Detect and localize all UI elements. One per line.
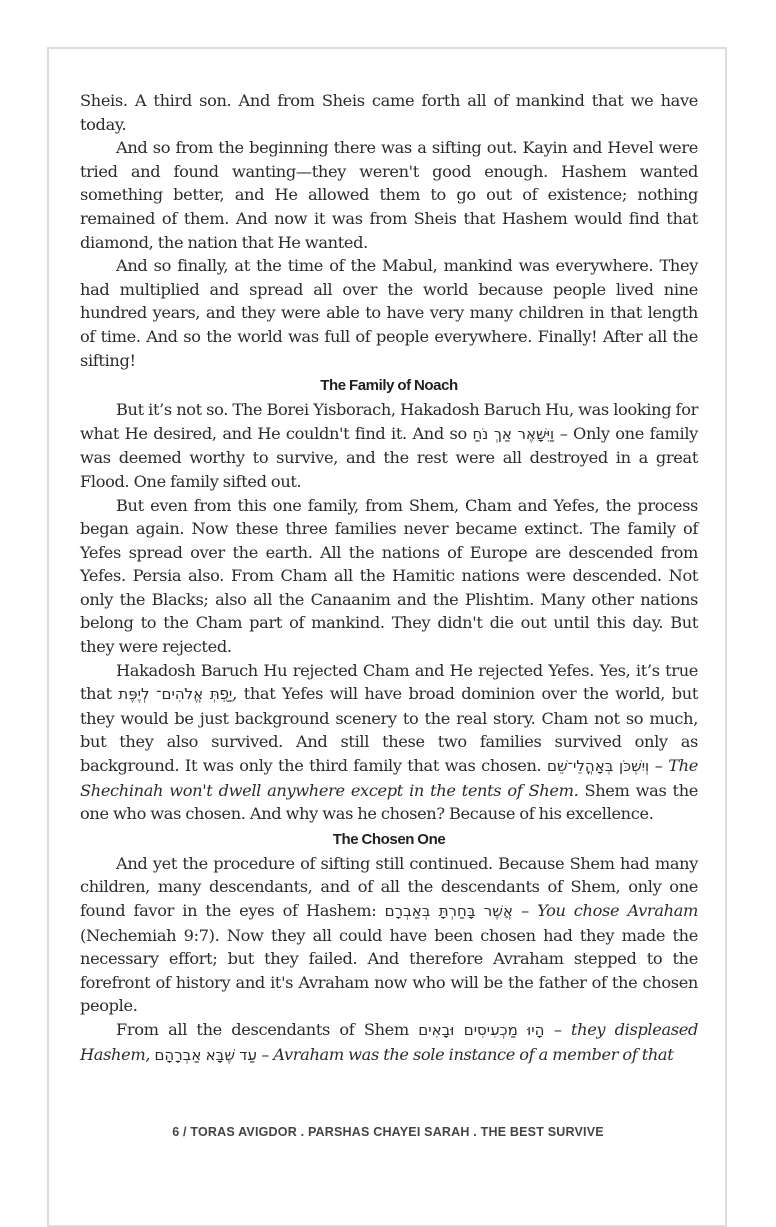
hebrew-quote: וַיִּשָּׁאֶר אַךְ נֹחַ <box>472 424 555 443</box>
hebrew-quote: אֲשֶׁר בָּחַרְתָּ בְּאַבְרָם <box>384 902 513 920</box>
text-run: , that Yefes will have broad dominion over the world, but they would be just background scenery to the real story. Cham not so much, but they also survived. And still these two families survived only as background. It was only the third family that was chosen. <box>80 684 699 776</box>
body-paragraph <box>80 1018 698 1067</box>
hebrew-quote: עַד שֶׁבָּא אַבְרָהָם <box>154 1045 257 1064</box>
text-run: And so from the beginning there was a sifting out. Kayin and Hevel were tried and found wanting—they weren't good enough. Hashem wanted something better, and He allowed them to go out of existence; nothing remained of them. And now it was from Sheis that Hashem would find that diamond, the nation that He wanted. <box>80 138 698 252</box>
section-heading: The Family of Noach <box>320 377 458 395</box>
text-run: But even from this one family, from Shem, Cham and Yefes, the process began again. Now these three families never became extinct. The family of Yefes spread over the earth. All the nations of Europe are descended from Yefes. Persia also. From Cham all the Hamitic nations were descended. Not only the Blacks; also all the Canaanim and the Plishtim. Many other nations belong to the Cham part of mankind. They didn't die out until this day. But they were rejected. <box>80 495 698 657</box>
text-run: But it’s not so. The Borei Yisborach, Hakadosh Baruch Hu, was looking for what He desired, and He couldn't find it. And so <box>80 400 698 443</box>
body-paragraph <box>80 494 698 659</box>
text-run: – Only one family was deemed worthy to survive, and the rest were all destroyed in a great Flood. One family sifted out. <box>80 423 698 491</box>
document-body <box>80 89 698 1067</box>
italic-translation: Avraham was the sole instance of a member of that <box>273 1044 674 1064</box>
page-footer: 6 / TORAS AVIGDOR . PARSHAS CHAYEI SARAH . THE BEST SURVIVE <box>172 1125 604 1139</box>
text-run: From all the descendants of Shem <box>116 1019 419 1039</box>
section-heading: The Chosen One <box>332 830 446 848</box>
text-run: Sheis. A third son. And from Sheis came forth all of mankind that we have today. <box>80 91 698 134</box>
hebrew-quote: הָיוּ מַכְעִיסִים וּבָאִים <box>418 1020 545 1039</box>
body-paragraph <box>80 89 698 136</box>
text-run: – <box>256 1044 274 1064</box>
text-run: Shem was the one who was chosen. And why was he chosen? Because of his excellence. <box>80 780 699 824</box>
hebrew-quote: יַפְ֭תְּ אֱלֹהִים־ לְיֶפֶּת <box>118 685 233 704</box>
body-paragraph <box>80 852 698 1018</box>
body-paragraph <box>80 136 698 254</box>
text-run: – <box>544 1019 571 1039</box>
italic-translation: The Shechinah won't dwell anywhere except in the tents of Shem. <box>80 756 698 800</box>
text-run: And yet the procedure of sifting still continued. Because Shem had many children, many descendants, and of all the descendants of Shem, only one found favor in the eyes of Hashem: <box>80 853 698 920</box>
text-run: – <box>512 901 538 920</box>
text-run: (Nechemiah 9:7). Now they all could have been chosen had they made the necessary effort; but they failed. And therefore Avraham stepped to the forefront of history and it's Avraham now who will be the father of the chosen people. <box>80 925 698 1016</box>
text-run: And so finally, at the time of the Mabul, mankind was everywhere. They had multiplied and spread all over the world because people lived nine hundred years, and they were able to have very many children in that length of time. And so the world was full of people everywhere. Finally! After all the sifting! <box>80 256 698 370</box>
text-run: – <box>649 756 669 776</box>
body-paragraph <box>80 398 698 493</box>
text-run: Hakadosh Baruch Hu rejected Cham and He rejected Yefes. Yes, it’s true that <box>80 660 698 704</box>
hebrew-quote: וְיִשְׁכֹּן בְּאָהֳלֵי־שֵׁם <box>547 757 650 776</box>
body-paragraph <box>80 254 698 372</box>
italic-translation: they displeased Hashem, <box>80 1019 698 1064</box>
body-paragraph <box>80 659 698 826</box>
italic-translation: You chose Avraham <box>537 901 698 920</box>
